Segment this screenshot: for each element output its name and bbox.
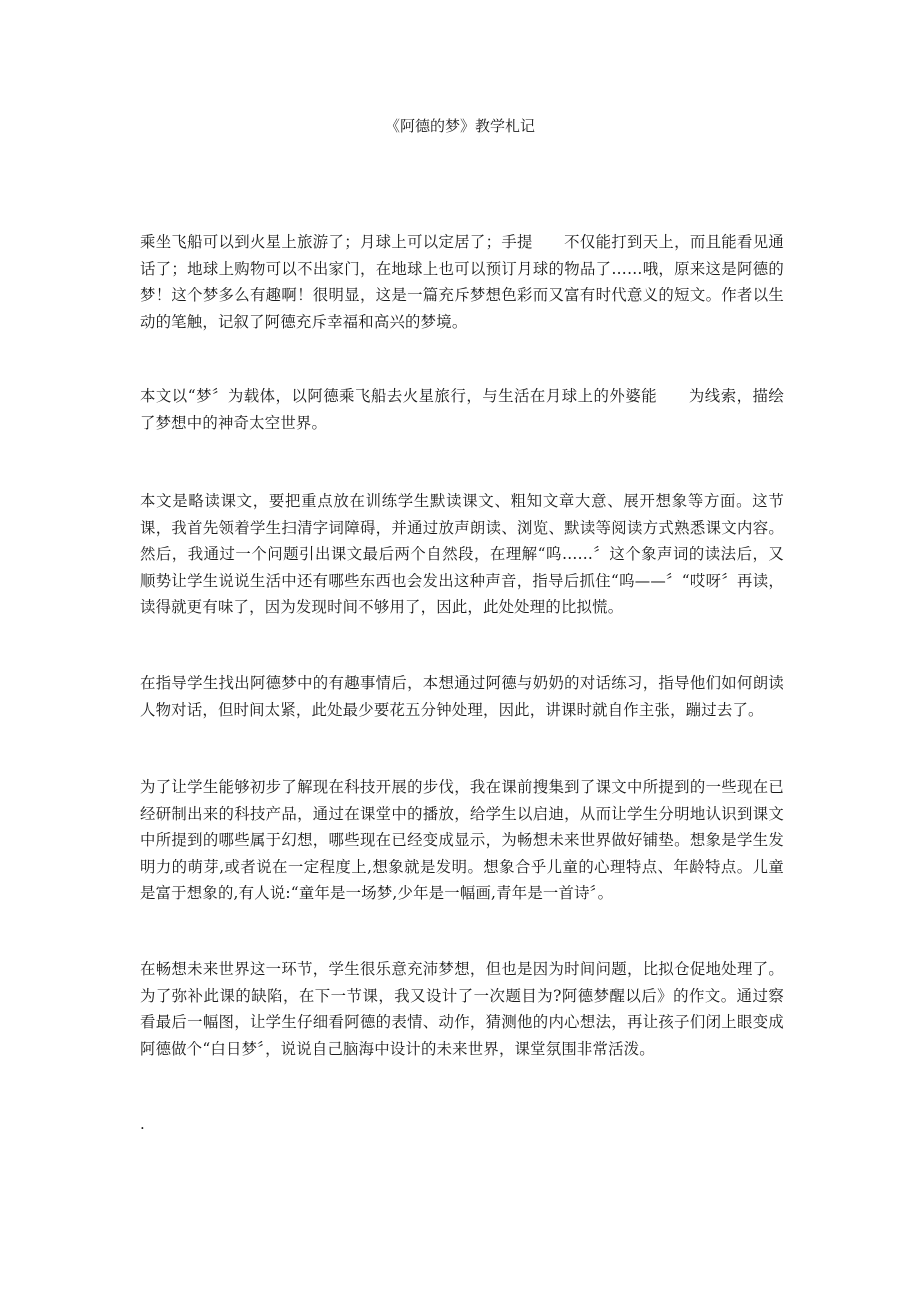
paragraph-theme: 本文以“梦〞为载体，以阿德乘飞船去火星旅行，与生活在月球上的外婆能 为线索，描绘了梦想中的神奇太空世界。 [140, 387, 784, 432]
paragraph-future-world: 在畅想未来世界这一环节，学生很乐意充沛梦想，但也是因为时间问题，比拟仓促地处理了。为了弥补此课的缺陷，在下一节课，我又设计了一次题目为?阿德梦醒以后》的作文。通过察看最后一幅图，让学生仔细看阿德的表情、动作，猜测他的内心想法，再让孩子们闭上眼变成阿德做个“白日梦〞，说说自己脑海中设计的未来世界，课堂氛围非常活泼。 [140, 960, 784, 1058]
document-title: 《阿德的梦》教学札记 [384, 117, 535, 135]
paragraph-intro: 乘坐飞船可以到火星上旅游了；月球上可以定居了；手提 不仅能打到天上，而且能看见通话了；地球上购物可以不出家门，在地球上也可以预订月球的物品了……哦，原来这是阿德的梦！这个梦多么有趣啊！很明显，这是一篇充斥梦想色彩而又富有时代意义的短文。作者以生动的笔触，记叙了阿德充斥幸福和高兴的梦境。 [140, 233, 784, 331]
paragraph-dialogue: 在指导学生找出阿德梦中的有趣事情后，本想通过阿德与奶奶的对话练习，指导他们如何朗读人物对话，但时间太紧，此处最少要花五分钟处理，因此，讲课时就自作主张，蹦过去了。 [140, 674, 784, 719]
end-mark: . [140, 1115, 145, 1133]
paragraph-technology: 为了让学生能够初步了解现在科技开展的步伐，我在课前搜集到了课文中所提到的一些现在已经研制出来的科技产品，通过在课堂中的播放，给学生以启迪，从而让学生分明地认识到课文中所提到的哪些属于幻想，哪些现在已经变成显示，为畅想未来世界做好铺垫。想象是学生发明力的萌芽,或者说在一定程度上,想象就是发明。想象合乎儿童的心理特点、年龄特点。儿童是富于想象的,有人说:“童年是一场梦,少年是一幅画,青年是一首诗〞。 [140, 778, 784, 902]
paragraph-reading-method: 本文是略读课文，要把重点放在训练学生默读课文、粗知文章大意、展开想象等方面。这节课，我首先领着学生扫清字词障碍，并通过放声朗读、浏览、默读等阅读方式熟悉课文内容。然后，我通过一个问题引出课文最后两个自然段，在理解“呜……〞这个象声词的读法后，又顺势让学生说说生活中还有哪些东西也会发出这种声音，指导后抓住“呜——〞“哎呀〞再读，读得就更有味了，因为发现时间不够用了，因此，此处处理的比拟慌。 [140, 492, 784, 616]
